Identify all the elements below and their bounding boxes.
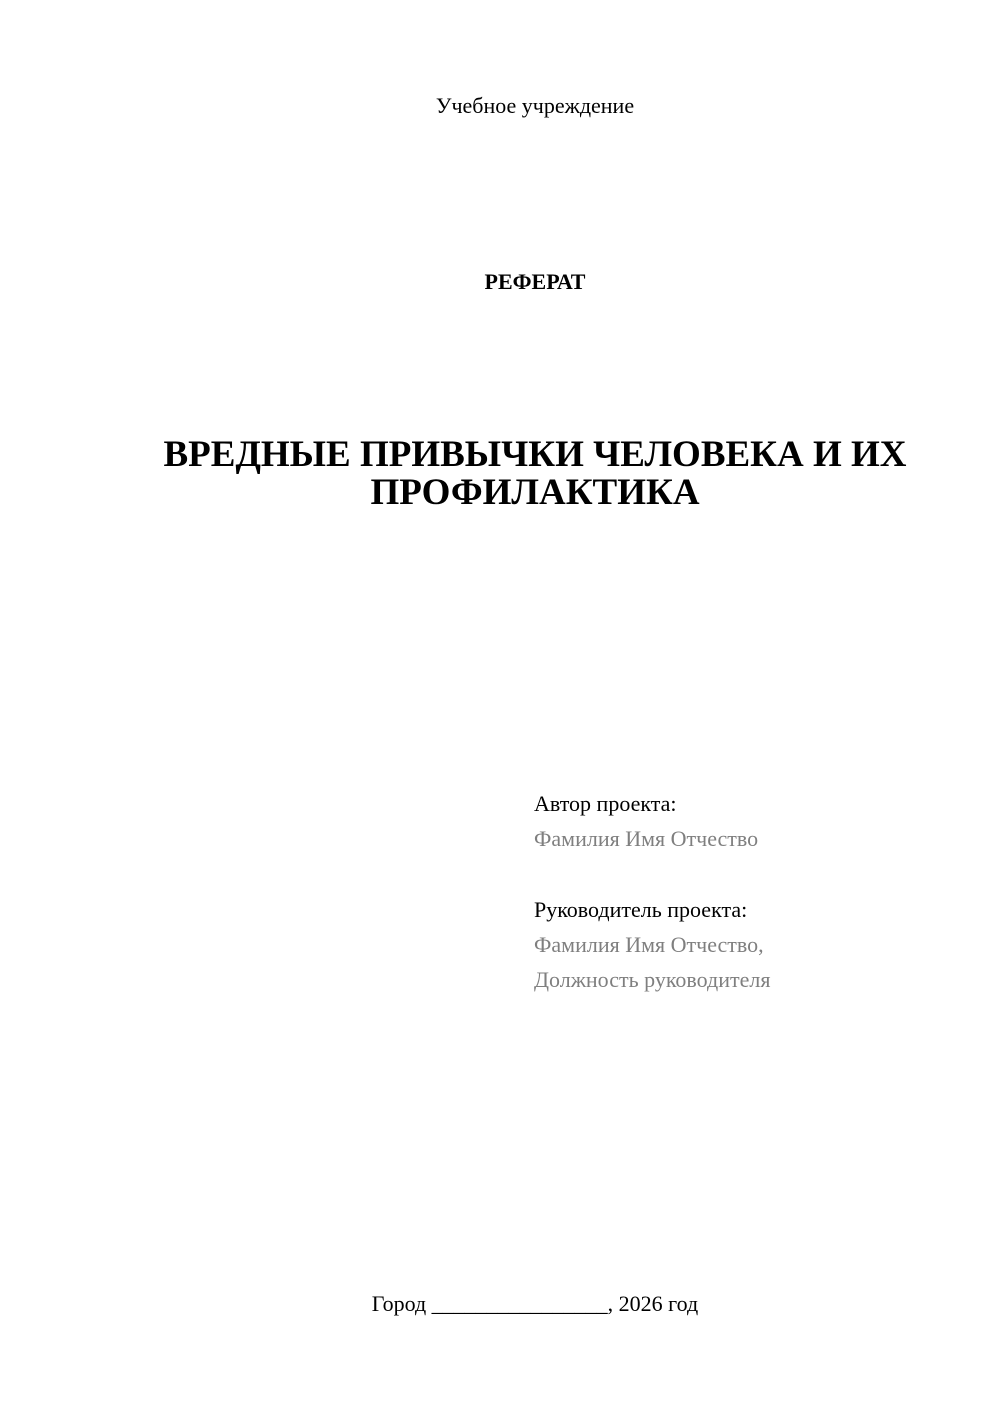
city-label: Город xyxy=(371,1291,427,1316)
author-block xyxy=(534,786,974,856)
supervisor-label: Руководитель проекта: xyxy=(534,897,748,922)
document-title-line-1: ВРЕДНЫЕ ПРИВЫЧКИ ЧЕЛОВЕКА И ИХ xyxy=(163,434,907,475)
city-year-line xyxy=(0,1290,1000,1318)
author-name: Фамилия Имя Отчество xyxy=(534,826,759,851)
author-label: Автор проекта: xyxy=(534,791,677,816)
supervisor-block xyxy=(534,892,974,997)
institution-name: Учебное учреждение xyxy=(435,93,635,118)
supervisor-position: Должность руководителя xyxy=(534,967,771,992)
document-title-line-2: ПРОФИЛАКТИКА xyxy=(370,472,700,513)
year-text: , 2026 год xyxy=(607,1291,699,1316)
document-title xyxy=(0,436,1000,512)
document-type: РЕФЕРАТ xyxy=(484,269,586,294)
city-blank: ________________ xyxy=(431,1291,608,1316)
supervisor-name: Фамилия Имя Отчество, xyxy=(534,932,764,957)
